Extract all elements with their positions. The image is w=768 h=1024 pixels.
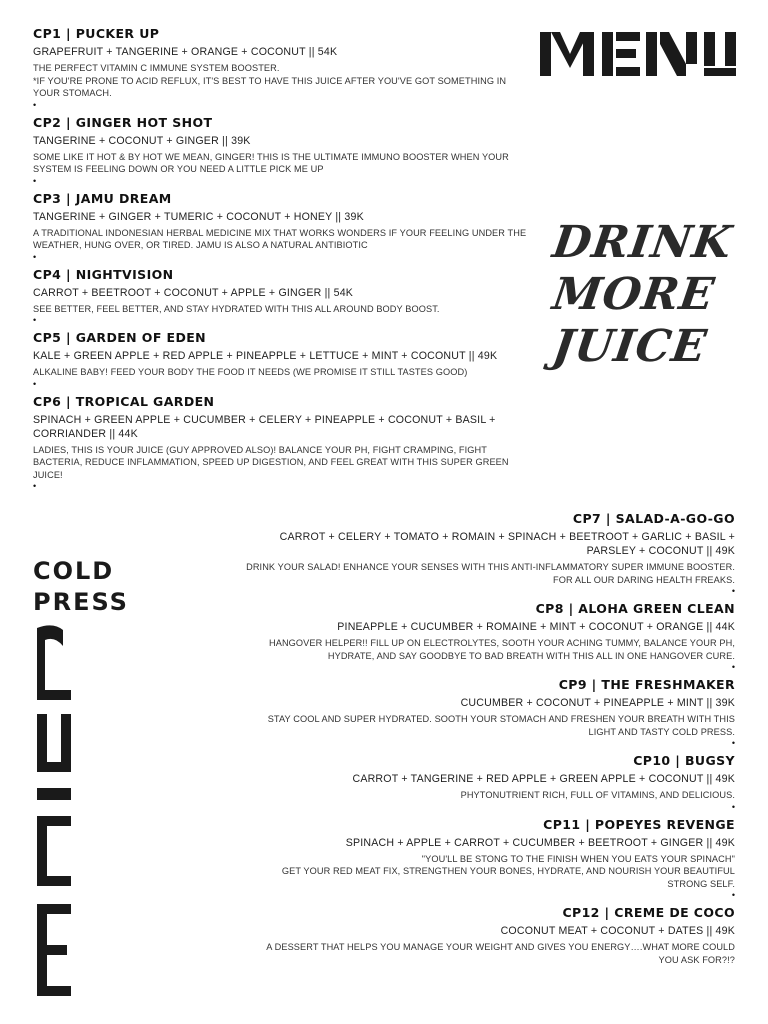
menu-item-ingredients: SPINACH + APPLE + CARROT + CUCUMBER + BEETROOT + GINGER || 49K [345, 836, 735, 849]
menu-item-ingredients: COCONUT MEAT + COCONUT + DATES || 49K [500, 925, 735, 937]
menu-item-title: CP4 | NIGHTVISION [33, 266, 174, 282]
menu-item-description: LADIES, THIS IS YOUR JUICE (GUY APPROVED ALSO)! BALANCE YOUR PH, FIGHT CRAMPING, FIGHT BACTERIA, REDUCE INFLAMMATION, SPEED UP DIGESTION, AND FEEL GREAT WITH THIS SUPER GREEN JUICE! [33, 444, 509, 480]
bullet-separator: • [731, 586, 735, 596]
menu-column-left [33, 26, 533, 496]
menu-item-ingredients: CARROT + TANGERINE + RED APPLE + GREEN APPLE + COCONUT || 49K [352, 773, 735, 785]
menu-item [33, 330, 533, 390]
cold-press-logo [33, 556, 129, 618]
menu-item-description: HANGOVER HELPER!! FILL UP ON ELECTROLYTES, SOOTH YOUR ACHING TUMMY, BALANCE YOUR PH, HYDRATE, AND SAY GOODBYE TO BAD BREATH WITH THIS ALL IN ONE HANGOVER CURE. [268, 638, 735, 661]
menu-item-title: CP11 | POPEYES REVENGE [543, 816, 735, 832]
drink-logo-line-2: MORE [549, 269, 718, 320]
menu-item-description: SOME LIKE IT HOT & BY HOT WE MEAN, GINGER! THIS IS THE ULTIMATE IMMUNO BOOSTER WHEN YOUR SYSTEM IS FEELING DOWN OR YOU NEED A LITTLE PICK ME UP [33, 151, 509, 174]
menu-item [245, 601, 735, 673]
menu-item-title: CP2 | GINGER HOT SHOT [33, 114, 213, 130]
menu-item-ingredients: CARROT + CELERY + TOMATO + ROMAIN + SPINACH + BEETROOT + GARLIC + BASIL + PARSLEY + COCONUT || 49K [279, 531, 735, 557]
menu-item [245, 511, 735, 597]
juice-vertical-logo [33, 622, 73, 1000]
menu-item [245, 677, 735, 749]
menu-item-ingredients: PINEAPPLE + CUCUMBER + ROMAINE + MINT + COCONUT + ORANGE || 44K [337, 621, 735, 633]
menu-item [33, 191, 533, 263]
menu-item-ingredients: GRAPEFRUIT + TANGERINE + ORANGE + COCONUT || 54K [33, 46, 338, 58]
menu-item-description: "YOU'LL BE STONG TO THE FINISH WHEN YOU EATS YOUR SPINACH" GET YOUR RED MEAT FIX, STRENGTHEN YOUR BONES, HYDRATE, AND NOURISH YOUR BEAUTIFUL STRONG SELF. [281, 853, 735, 889]
bullet-separator: • [33, 175, 37, 186]
cold-press-line-1: COLD [33, 557, 115, 585]
menu-column-right [245, 511, 735, 966]
menu-item-description: PHYTONUTRIENT RICH, FULL OF VITAMINS, AND DELICIOUS. [460, 790, 735, 800]
menu-item-title: CP3 | JAMU DREAM [33, 190, 172, 206]
drink-logo-line-3: JUICE [549, 321, 710, 372]
bullet-separator: • [33, 315, 37, 325]
bullet-separator: • [731, 662, 735, 672]
menu-item-ingredients: TANGERINE + COCONUT + GINGER || 39K [33, 134, 251, 147]
menu-item [33, 394, 533, 493]
menu-item-ingredients: CUCUMBER + COCONUT + PINEAPPLE + MINT || 39K [460, 697, 735, 709]
menu-item-description: DRINK YOUR SALAD! ENHANCE YOUR SENSES WITH THIS ANTI-INFLAMMATORY SUPER IMMUNE BOOSTER. FOR ALL OUR DARING HEALTH FREAKS. [246, 562, 735, 585]
menu-item-ingredients: SPINACH + GREEN APPLE + CUCUMBER + CELERY + PINEAPPLE + COCONUT + BASIL + CORRIANDER || 44K [33, 413, 496, 440]
bullet-separator: • [33, 378, 37, 389]
bullet-separator: • [731, 738, 735, 748]
menu-item-title: CP8 | ALOHA GREEN CLEAN [535, 601, 735, 616]
menu-item-description: THE PERFECT VITAMIN C IMMUNE SYSTEM BOOSTER. *IF YOU'RE PRONE TO ACID REFLUX, IT'S BEST TO HAVE THIS JUICE AFTER YOU'VE GOT SOMETHING IN YOUR STOMACH. [33, 63, 507, 98]
menu-item [33, 115, 533, 187]
menu-item-description: ALKALINE BABY! FEED YOUR BODY THE FOOD IT NEEDS (WE PROMISE IT STILL TASTES GOOD) [33, 367, 468, 377]
menu-item-title: CP9 | THE FRESHMAKER [558, 677, 735, 692]
bullet-separator: • [33, 481, 37, 491]
bullet-separator: • [33, 251, 37, 262]
menu-item-title: CP10 | BUGSY [633, 753, 735, 768]
menu-item-description: SEE BETTER, FEEL BETTER, AND STAY HYDRATED WITH THIS ALL AROUND BODY BOOST. [33, 303, 440, 314]
menu-item-description: A DESSERT THAT HELPS YOU MANAGE YOUR WEIGHT AND GIVES YOU ENERGY….WHAT MORE COULD YOU ASK FOR?!? [266, 942, 735, 965]
menu-item-description: STAY COOL AND SUPER HYDRATED. SOOTH YOUR STOMACH AND FRESHEN YOUR BREATH WITH THIS LIGHT AND TASTY COLD PRESS. [267, 714, 735, 737]
menu-item-title: CP6 | TROPICAL GARDEN [33, 393, 215, 409]
menu-item-description: A TRADITIONAL INDONESIAN HERBAL MEDICINE MIX THAT WORKS WONDERS IF YOUR FEELING UNDER THE WEATHER, HUNG OVER, OR TIRED. JAMU IS ALSO A NATURAL ANTIBIOTIC [33, 227, 527, 250]
menu-item-ingredients: KALE + GREEN APPLE + RED APPLE + PINEAPPLE + LETTUCE + MINT + COCONUT || 49K [33, 350, 498, 362]
drink-more-juice-logo [549, 217, 736, 378]
menu-item [245, 905, 735, 966]
bullet-separator: • [731, 890, 735, 900]
menu-item-title: CP7 | SALAD-A-GO-GO [572, 511, 735, 526]
menu-item-title: CP12 | CREME DE COCO [562, 905, 735, 920]
menu-item [245, 753, 735, 813]
menu-item [33, 26, 533, 111]
menu-item-ingredients: CARROT + BEETROOT + COCONUT + APPLE + GINGER || 54K [33, 286, 354, 299]
bullet-separator: • [731, 801, 735, 812]
bullet-separator: • [33, 99, 37, 110]
menu-item-title: CP5 | GARDEN OF EDEN [33, 330, 207, 345]
drink-logo-line-1: DRINK [549, 217, 736, 268]
menu-item-title: CP1 | PUCKER UP [33, 26, 160, 41]
menu-item-ingredients: TANGERINE + GINGER + TUMERIC + COCONUT + HONEY || 39K [33, 210, 364, 223]
menu-logo [538, 28, 738, 78]
menu-item [33, 267, 533, 327]
cold-press-line-2: PRESS [33, 588, 129, 616]
menu-item [245, 817, 735, 902]
